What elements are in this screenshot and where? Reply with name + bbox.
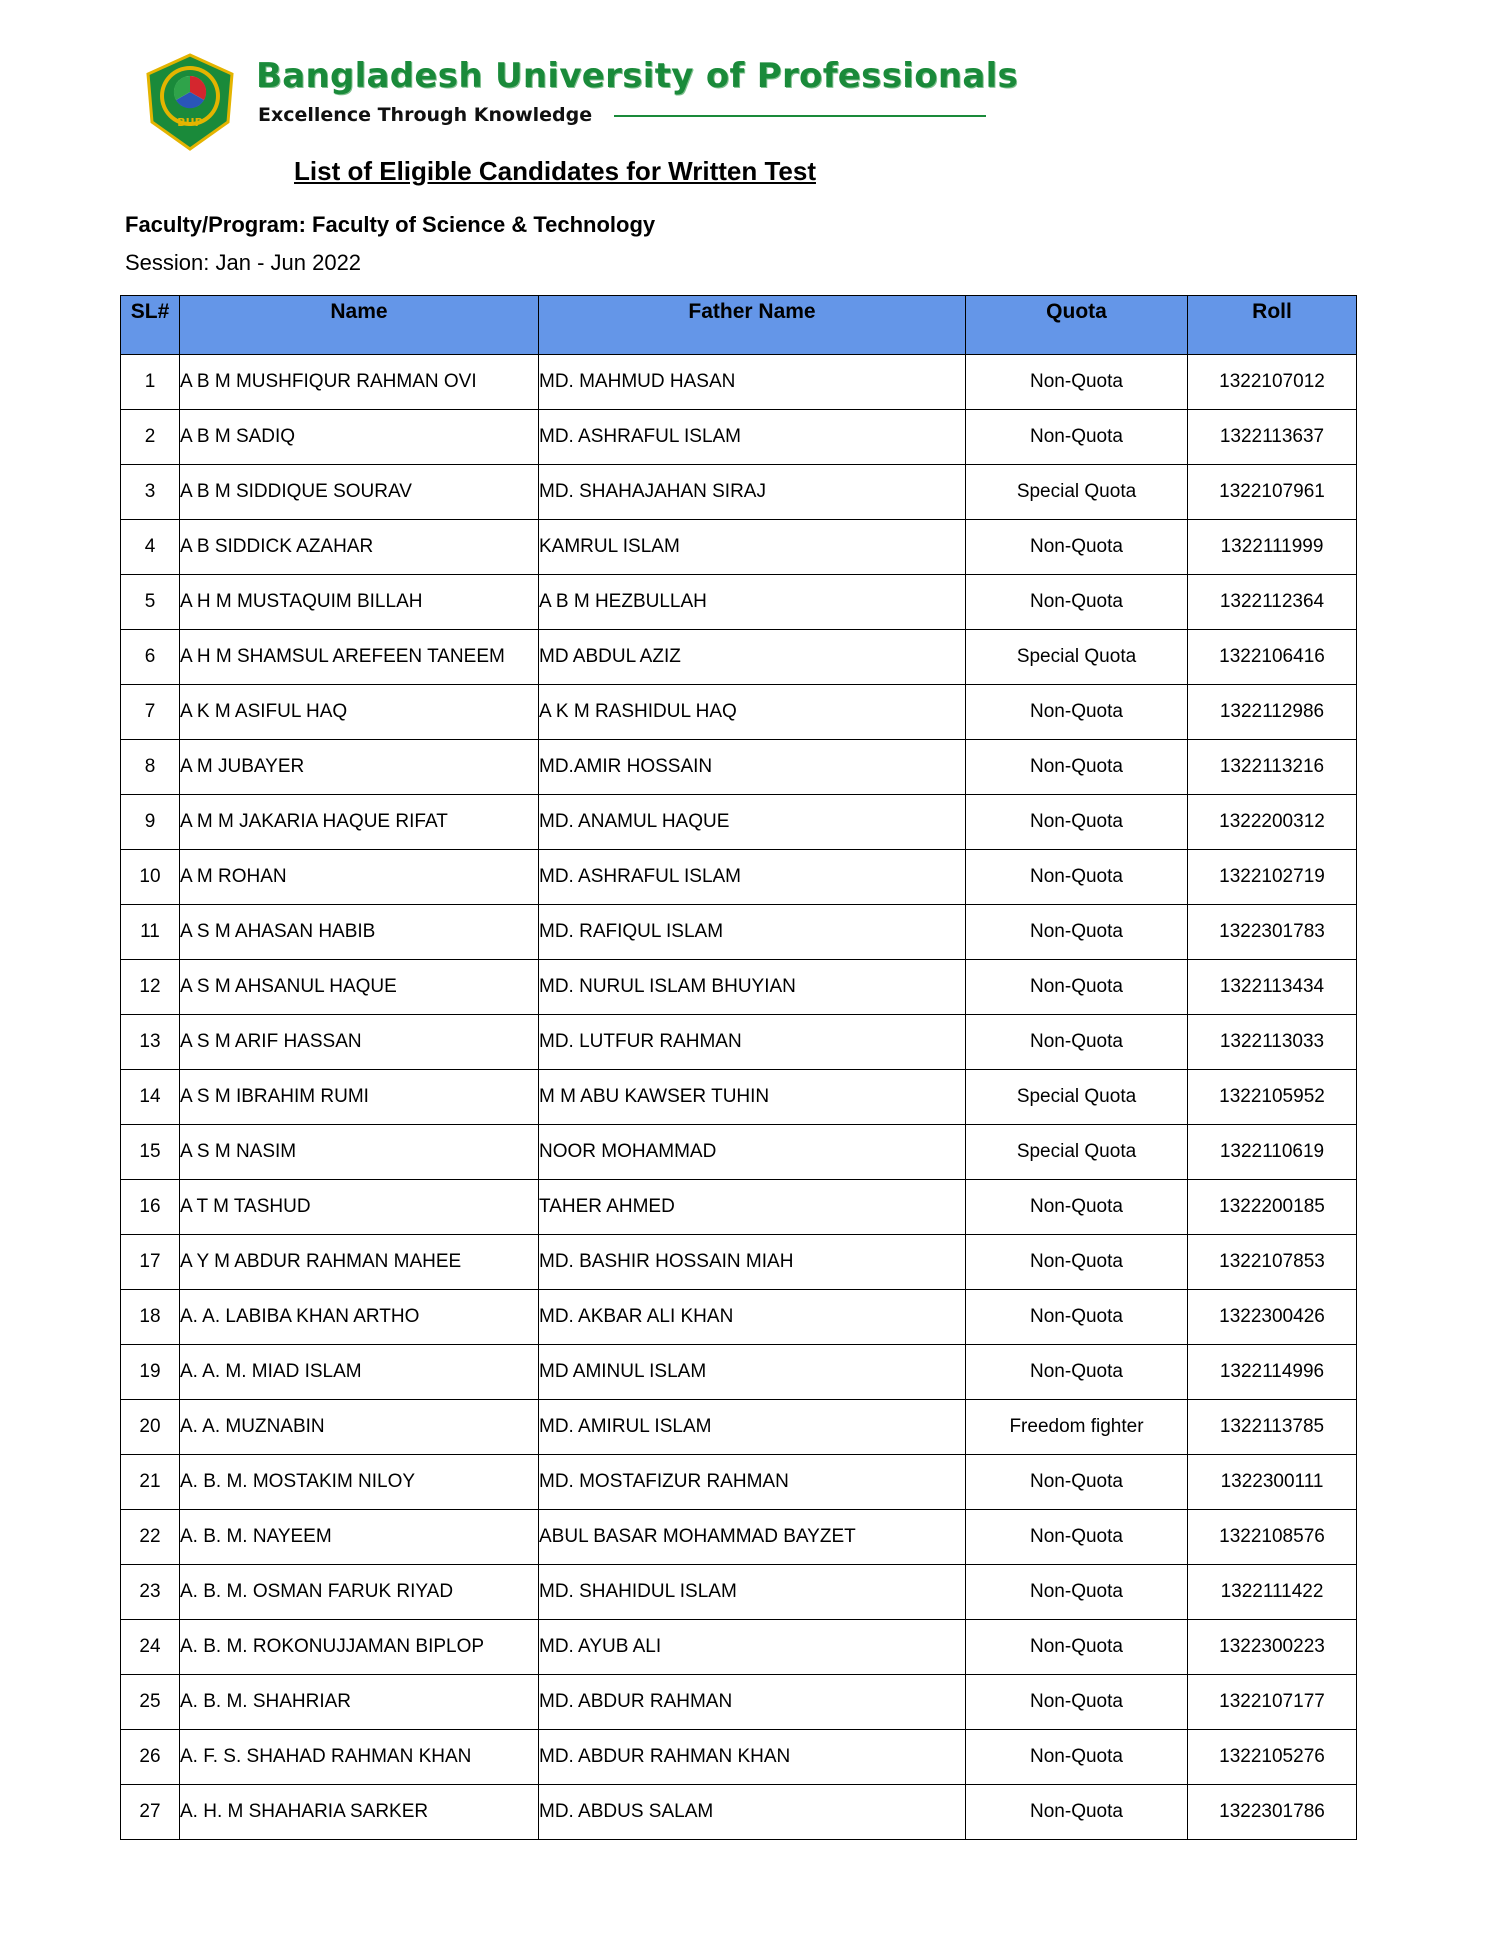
- cell-name: A. B. M. NAYEEM: [180, 1510, 539, 1565]
- document-title: List of Eligible Candidates for Written Test: [294, 156, 816, 186]
- cell-roll: 1322301786: [1188, 1785, 1357, 1840]
- cell-name: A. B. M. ROKONUJJAMAN BIPLOP: [180, 1620, 539, 1675]
- bup-logo: [140, 52, 240, 152]
- cell-father-name: MD. AYUB ALI: [539, 1620, 966, 1675]
- cell-sl: 18: [121, 1290, 180, 1345]
- table-row: [121, 850, 1357, 905]
- cell-roll: 1322110619: [1188, 1125, 1357, 1180]
- cell-quota: Non-Quota: [966, 685, 1188, 740]
- cell-father-name: TAHER AHMED: [539, 1180, 966, 1235]
- cell-father-name: MD. MAHMUD HASAN: [539, 355, 966, 410]
- cell-roll: 1322102719: [1188, 850, 1357, 905]
- cell-roll: 1322108576: [1188, 1510, 1357, 1565]
- cell-name: A. H. M SHAHARIA SARKER: [180, 1785, 539, 1840]
- cell-quota: Special Quota: [966, 1125, 1188, 1180]
- cell-roll: 1322106416: [1188, 630, 1357, 685]
- cell-quota: Non-Quota: [966, 740, 1188, 795]
- cell-name: A. A. M. MIAD ISLAM: [180, 1345, 539, 1400]
- cell-name: A. B. M. SHAHRIAR: [180, 1675, 539, 1730]
- cell-name: A B M MUSHFIQUR RAHMAN OVI: [180, 355, 539, 410]
- cell-name: A S M AHSANUL HAQUE: [180, 960, 539, 1015]
- cell-quota: Non-Quota: [966, 1015, 1188, 1070]
- table-row: [121, 905, 1357, 960]
- cell-name: A S M NASIM: [180, 1125, 539, 1180]
- cell-roll: 1322111422: [1188, 1565, 1357, 1620]
- cell-name: A M ROHAN: [180, 850, 539, 905]
- table-row: [121, 1290, 1357, 1345]
- cell-name: A. B. M. OSMAN FARUK RIYAD: [180, 1565, 539, 1620]
- cell-sl: 11: [121, 905, 180, 960]
- column-header-quota: Quota: [966, 296, 1188, 355]
- cell-sl: 9: [121, 795, 180, 850]
- table-row: [121, 410, 1357, 465]
- candidates-table: [120, 295, 1357, 1840]
- cell-roll: 1322113785: [1188, 1400, 1357, 1455]
- cell-father-name: MD. ABDUR RAHMAN: [539, 1675, 966, 1730]
- cell-father-name: MD. RAFIQUL ISLAM: [539, 905, 966, 960]
- table-row: [121, 1730, 1357, 1785]
- cell-father-name: A B M HEZBULLAH: [539, 575, 966, 630]
- table-row: [121, 630, 1357, 685]
- cell-quota: Non-Quota: [966, 960, 1188, 1015]
- table-row: [121, 1235, 1357, 1290]
- tagline-underline: [614, 115, 986, 117]
- cell-father-name: MD ABDUL AZIZ: [539, 630, 966, 685]
- cell-father-name: MD. AKBAR ALI KHAN: [539, 1290, 966, 1345]
- table-row: [121, 960, 1357, 1015]
- table-row: [121, 1620, 1357, 1675]
- cell-sl: 6: [121, 630, 180, 685]
- table-header-row: [121, 296, 1357, 355]
- cell-quota: Non-Quota: [966, 1180, 1188, 1235]
- cell-sl: 12: [121, 960, 180, 1015]
- cell-roll: 1322301783: [1188, 905, 1357, 960]
- cell-father-name: MD. NURUL ISLAM BHUYIAN: [539, 960, 966, 1015]
- cell-sl: 26: [121, 1730, 180, 1785]
- cell-roll: 1322300426: [1188, 1290, 1357, 1345]
- cell-name: A Y M ABDUR RAHMAN MAHEE: [180, 1235, 539, 1290]
- cell-quota: Non-Quota: [966, 1235, 1188, 1290]
- cell-sl: 10: [121, 850, 180, 905]
- cell-father-name: ABUL BASAR MOHAMMAD BAYZET: [539, 1510, 966, 1565]
- cell-name: A H M MUSTAQUIM BILLAH: [180, 575, 539, 630]
- cell-name: A. A. MUZNABIN: [180, 1400, 539, 1455]
- cell-father-name: MD. ABDUS SALAM: [539, 1785, 966, 1840]
- cell-sl: 27: [121, 1785, 180, 1840]
- cell-sl: 1: [121, 355, 180, 410]
- table-row: [121, 1345, 1357, 1400]
- cell-father-name: MD. ASHRAFUL ISLAM: [539, 410, 966, 465]
- university-name: Bangladesh University of Professionals: [256, 56, 1019, 96]
- cell-sl: 22: [121, 1510, 180, 1565]
- cell-name: A H M SHAMSUL AREFEEN TANEEM: [180, 630, 539, 685]
- table-row: [121, 1015, 1357, 1070]
- cell-sl: 20: [121, 1400, 180, 1455]
- table-row: [121, 1455, 1357, 1510]
- column-header-sl: SL#: [121, 296, 180, 355]
- cell-quota: Non-Quota: [966, 355, 1188, 410]
- cell-quota: Non-Quota: [966, 795, 1188, 850]
- cell-sl: 3: [121, 465, 180, 520]
- cell-roll: 1322107177: [1188, 1675, 1357, 1730]
- cell-name: A M JUBAYER: [180, 740, 539, 795]
- cell-father-name: MD. SHAHIDUL ISLAM: [539, 1565, 966, 1620]
- table-row: [121, 1675, 1357, 1730]
- cell-name: A K M ASIFUL HAQ: [180, 685, 539, 740]
- cell-name: A S M AHASAN HABIB: [180, 905, 539, 960]
- cell-roll: 1322105276: [1188, 1730, 1357, 1785]
- cell-quota: Non-Quota: [966, 850, 1188, 905]
- cell-sl: 14: [121, 1070, 180, 1125]
- cell-roll: 1322113434: [1188, 960, 1357, 1015]
- cell-name: A B M SADIQ: [180, 410, 539, 465]
- cell-roll: 1322300223: [1188, 1620, 1357, 1675]
- table-row: [121, 355, 1357, 410]
- cell-roll: 1322113033: [1188, 1015, 1357, 1070]
- cell-quota: Non-Quota: [966, 1290, 1188, 1345]
- cell-sl: 8: [121, 740, 180, 795]
- cell-father-name: MD. LUTFUR RAHMAN: [539, 1015, 966, 1070]
- cell-sl: 17: [121, 1235, 180, 1290]
- cell-sl: 7: [121, 685, 180, 740]
- table-row: [121, 685, 1357, 740]
- cell-quota: Non-Quota: [966, 410, 1188, 465]
- table-row: [121, 520, 1357, 575]
- cell-father-name: MD. BASHIR HOSSAIN MIAH: [539, 1235, 966, 1290]
- cell-quota: Non-Quota: [966, 1510, 1188, 1565]
- cell-name: A. A. LABIBA KHAN ARTHO: [180, 1290, 539, 1345]
- cell-roll: 1322107012: [1188, 355, 1357, 410]
- cell-sl: 24: [121, 1620, 180, 1675]
- cell-roll: 1322107853: [1188, 1235, 1357, 1290]
- table-row: [121, 1125, 1357, 1180]
- cell-roll: 1322107961: [1188, 465, 1357, 520]
- cell-name: A M M JAKARIA HAQUE RIFAT: [180, 795, 539, 850]
- cell-name: A. B. M. MOSTAKIM NILOY: [180, 1455, 539, 1510]
- cell-father-name: MD.AMIR HOSSAIN: [539, 740, 966, 795]
- cell-sl: 23: [121, 1565, 180, 1620]
- cell-father-name: M M ABU KAWSER TUHIN: [539, 1070, 966, 1125]
- session-info: Session: Jan - Jun 2022: [125, 250, 362, 275]
- cell-quota: Special Quota: [966, 1070, 1188, 1125]
- cell-father-name: MD. SHAHAJAHAN SIRAJ: [539, 465, 966, 520]
- faculty-program: Faculty/Program: Faculty of Science & Technology: [125, 212, 656, 237]
- cell-sl: 19: [121, 1345, 180, 1400]
- cell-name: A. F. S. SHAHAD RAHMAN KHAN: [180, 1730, 539, 1785]
- cell-quota: Non-Quota: [966, 1785, 1188, 1840]
- cell-roll: 1322111999: [1188, 520, 1357, 575]
- table-row: [121, 1565, 1357, 1620]
- cell-name: A T M TASHUD: [180, 1180, 539, 1235]
- cell-father-name: MD AMINUL ISLAM: [539, 1345, 966, 1400]
- cell-name: A B M SIDDIQUE SOURAV: [180, 465, 539, 520]
- cell-quota: Non-Quota: [966, 1730, 1188, 1785]
- cell-name: A S M ARIF HASSAN: [180, 1015, 539, 1070]
- cell-roll: 1322112364: [1188, 575, 1357, 630]
- cell-father-name: MD. ANAMUL HAQUE: [539, 795, 966, 850]
- cell-roll: 1322113216: [1188, 740, 1357, 795]
- column-header-name: Name: [180, 296, 539, 355]
- cell-sl: 25: [121, 1675, 180, 1730]
- cell-quota: Non-Quota: [966, 905, 1188, 960]
- cell-father-name: MD. AMIRUL ISLAM: [539, 1400, 966, 1455]
- cell-father-name: MD. ABDUR RAHMAN KHAN: [539, 1730, 966, 1785]
- cell-quota: Non-Quota: [966, 575, 1188, 630]
- table-row: [121, 1510, 1357, 1565]
- cell-quota: Non-Quota: [966, 1455, 1188, 1510]
- table-row: [121, 1180, 1357, 1235]
- table-row: [121, 1400, 1357, 1455]
- cell-quota: Special Quota: [966, 465, 1188, 520]
- cell-quota: Non-Quota: [966, 520, 1188, 575]
- university-tagline: Excellence Through Knowledge: [258, 104, 593, 126]
- cell-roll: 1322112986: [1188, 685, 1357, 740]
- cell-sl: 16: [121, 1180, 180, 1235]
- table-row: [121, 1070, 1357, 1125]
- cell-father-name: A K M RASHIDUL HAQ: [539, 685, 966, 740]
- cell-name: A B SIDDICK AZAHAR: [180, 520, 539, 575]
- table-row: [121, 740, 1357, 795]
- table-row: [121, 795, 1357, 850]
- cell-quota: Non-Quota: [966, 1345, 1188, 1400]
- cell-quota: Freedom fighter: [966, 1400, 1188, 1455]
- table-row: [121, 465, 1357, 520]
- cell-father-name: KAMRUL ISLAM: [539, 520, 966, 575]
- cell-sl: 21: [121, 1455, 180, 1510]
- cell-father-name: MD. ASHRAFUL ISLAM: [539, 850, 966, 905]
- column-header-roll: Roll: [1188, 296, 1357, 355]
- cell-roll: 1322114996: [1188, 1345, 1357, 1400]
- cell-father-name: NOOR MOHAMMAD: [539, 1125, 966, 1180]
- cell-quota: Non-Quota: [966, 1620, 1188, 1675]
- cell-father-name: MD. MOSTAFIZUR RAHMAN: [539, 1455, 966, 1510]
- cell-roll: 1322105952: [1188, 1070, 1357, 1125]
- document-header: [140, 52, 1019, 152]
- column-header-father-name: Father Name: [539, 296, 966, 355]
- cell-roll: 1322200312: [1188, 795, 1357, 850]
- logo-text: BUP: [177, 116, 203, 129]
- table-row: [121, 575, 1357, 630]
- cell-quota: Non-Quota: [966, 1675, 1188, 1730]
- cell-quota: Special Quota: [966, 630, 1188, 685]
- cell-name: A S M IBRAHIM RUMI: [180, 1070, 539, 1125]
- cell-sl: 5: [121, 575, 180, 630]
- cell-roll: 1322113637: [1188, 410, 1357, 465]
- cell-quota: Non-Quota: [966, 1565, 1188, 1620]
- cell-sl: 4: [121, 520, 180, 575]
- cell-sl: 2: [121, 410, 180, 465]
- cell-roll: 1322300111: [1188, 1455, 1357, 1510]
- cell-sl: 15: [121, 1125, 180, 1180]
- cell-sl: 13: [121, 1015, 180, 1070]
- cell-roll: 1322200185: [1188, 1180, 1357, 1235]
- table-row: [121, 1785, 1357, 1840]
